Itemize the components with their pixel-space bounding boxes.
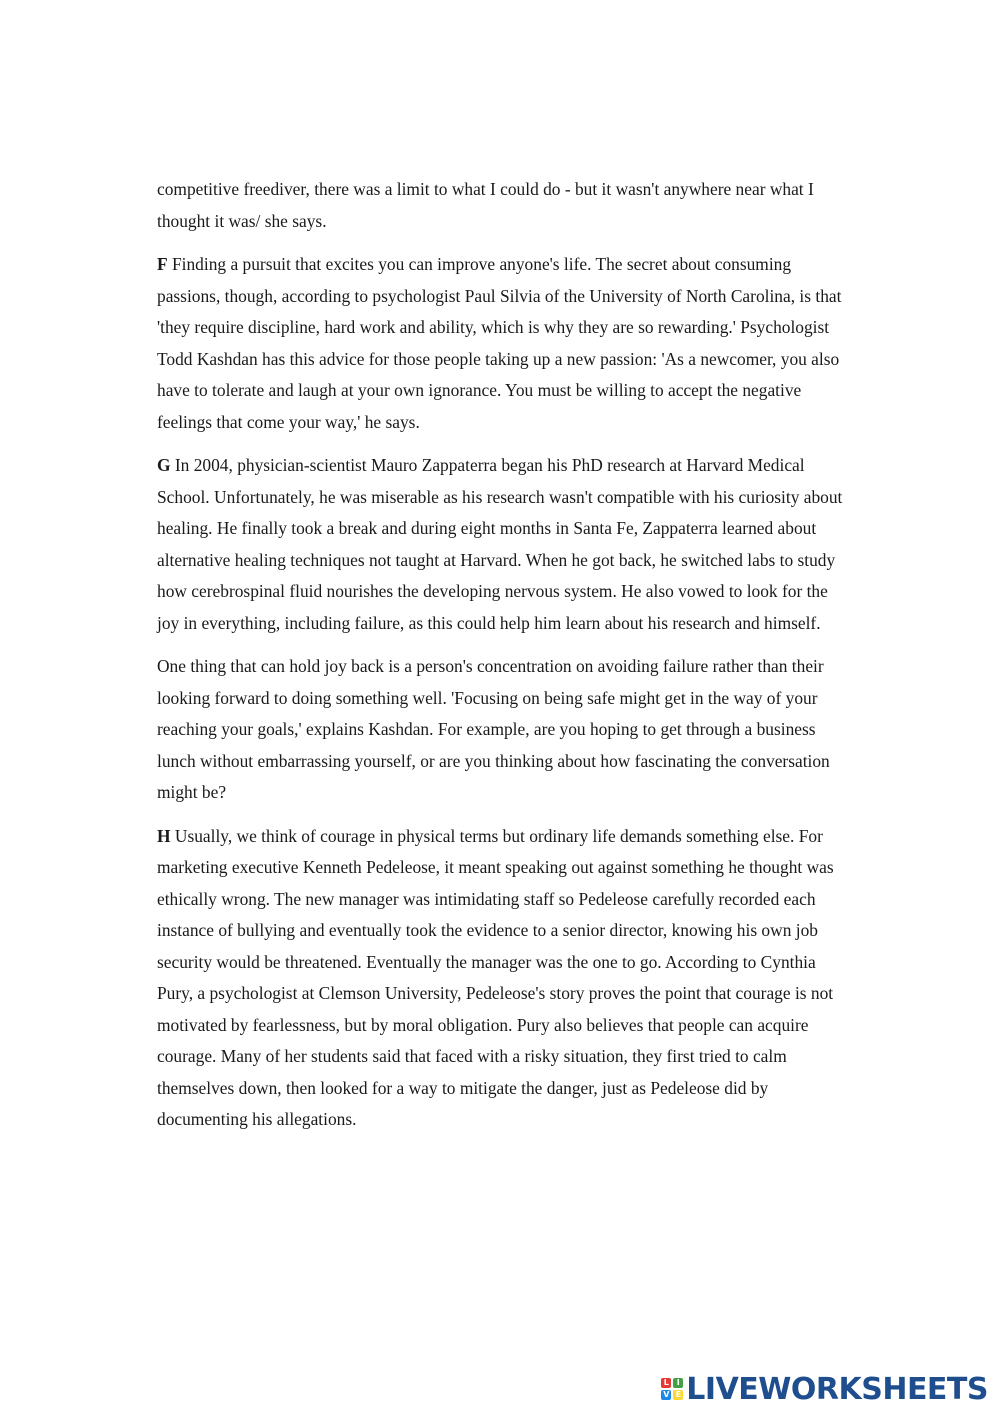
logo-tile: L [661,1378,671,1388]
paragraph-g-continued [157,651,847,809]
paragraph-letter: H [157,825,171,846]
liveworksheets-brand[interactable] [661,1371,988,1407]
paragraph-text: competitive freediver, there was a limit to what I could do - but it wasn't anywhere near what I thought it was/ she says. [157,179,814,231]
logo-tile: I [673,1378,683,1388]
paragraph-text: Finding a pursuit that excites you can improve anyone's life. The secret about consuming passions, though, according to psychologist Paul Silvia of the University of North Carolina, is that 'they require discipline, hard work and ability, which is why they are so rewarding.' Psychologist Todd Kashdan has this advice for those people taking up a new passion: 'As a newcomer, you also have to tolerate and laugh at your own ignorance. You must be willing to accept the negative feelings that come your way,' he says. [157,254,842,432]
logo-tile: V [663,1390,670,1399]
paragraph-letter: F [157,254,168,274]
paragraph-f [157,249,847,438]
document-body [157,174,847,1148]
paragraph-letter: G [157,455,171,475]
paragraph-continued [157,174,847,237]
brand-name: LIVEWORKSHEETS [686,1371,988,1407]
paragraph-g [157,450,847,639]
paragraph-text: One thing that can hold joy back is a person's concentration on avoiding failure rather than their looking forward to doing something well. 'Focusing on being safe might get in the way of your reaching your goals,' explains Kashdan. For example, are you hoping to get through a business lunch without embarrassing yourself, or are you thinking about how fascinating the conversation might be? [157,656,830,802]
logo-tile: E [673,1390,683,1400]
liveworksheets-logo-icon [661,1378,683,1400]
paragraph-text: Usually, we think of courage in physical terms but ordinary life demands something else. For marketing executive Kenneth Pedeleose, it meant speaking out against something he thought was ethically wrong. The new manager was intimidating staff so Pedeleose carefully recorded each instance of bullying and eventually took the evidence to a senior director, knowing his own job security would be threatened. Eventually the manager was the one to go. According to Cynthia Pury, a psychologist at Clemson University, Pedeleose's story proves the point that courage is not motivated by fearlessness, but by moral obligation. Pury also believes that people can acquire courage. Many of her students said that faced with a risky situation, they first tried to calm themselves down, then looked for a way to mitigate the danger, just as Pedeleose did by documenting his allegations. [157,825,834,1129]
paragraph-text: In 2004, physician-scientist Mauro Zappaterra began his PhD research at Harvard Medical School. Unfortunately, he was miserable as his research wasn't compatible with his curiosity about healing. He finally took a break and during eight months in Santa Fe, Zappaterra learned about alternative healing techniques not taught at Harvard. When he got back, he switched labs to study how cerebrospinal fluid nourishes the developing nervous system. He also vowed to look for the joy in everything, including failure, as this could help him learn about his research and himself. [157,455,843,633]
paragraph-h [157,821,847,1136]
